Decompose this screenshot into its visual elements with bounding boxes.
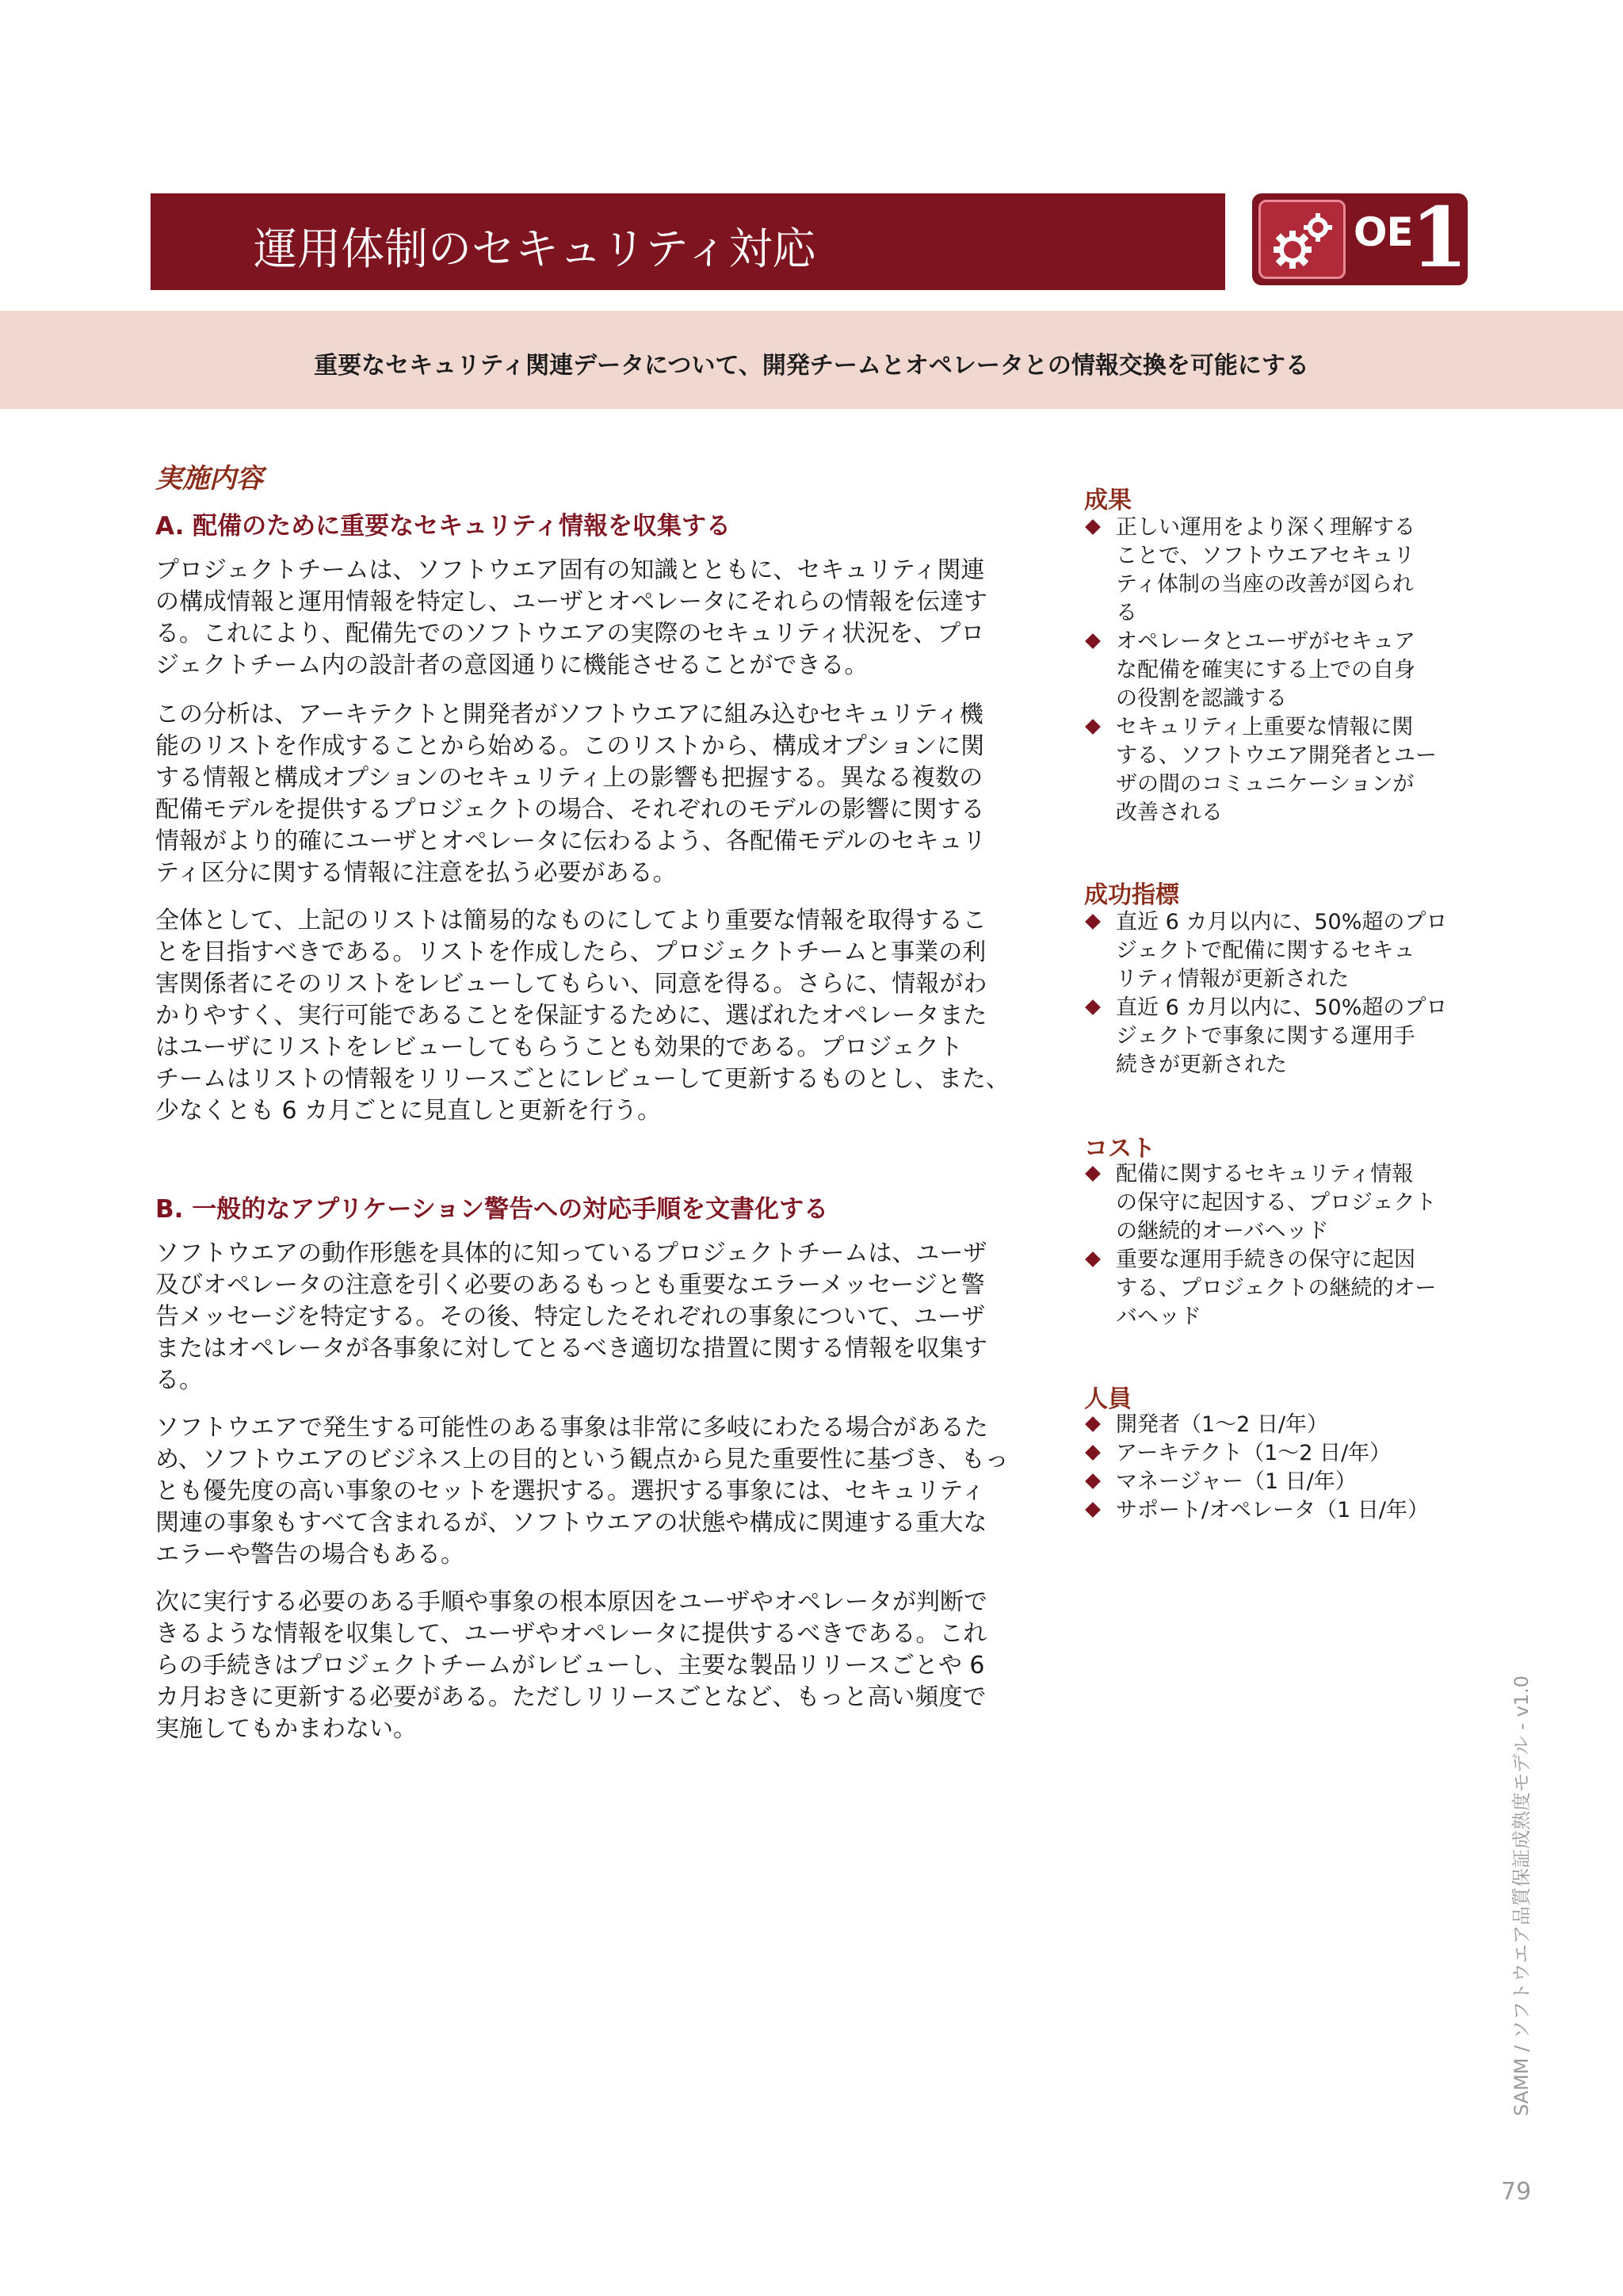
objective-text: 重要なセキュリティ関連データについて、開発チームとオペレータとの情報交換を可能にする xyxy=(314,352,1309,380)
list-item: マネージャー（1 日/年） xyxy=(1084,1468,1449,1496)
list-item: 直近 6 カ月以内に、50%超のプロ ジェクトで配備に関するセキュ リティ情報が更新された xyxy=(1084,908,1449,994)
diamond-bullet-icon xyxy=(1085,633,1101,649)
list-item: 正しい運用をより深く理解する ことで、ソフトウエアセキュリ ティ体制の当座の改善が図られ る xyxy=(1084,514,1449,628)
list-item: セキュリティ上重要な情報に関 する、ソフトウエア開発者とユー ザの間のコミュニケーションが 改善される xyxy=(1084,713,1449,827)
activity-b-paragraph-1: ソフトウエアの動作形態を具体的に知っているプロジェクトチームは、ユーザ 及びオペレータの注意を引く必要のあるもっとも重要なエラーメッセージと警 告メッセージを特定する。その後、特定したそれぞれの事象について、ユーザ またはオペレータが各事象に対してとるべき適切な措置に関する情報を収集す る。 xyxy=(155,1240,987,1394)
list-item: 直近 6 カ月以内に、50%超のプロ ジェクトで事象に関する運用手 続きが更新された xyxy=(1084,994,1449,1079)
list-item: サポート/オペレータ（1 日/年） xyxy=(1084,1496,1449,1525)
diamond-bullet-icon xyxy=(1085,914,1101,930)
diamond-bullet-icon xyxy=(1085,1445,1101,1461)
list-item: アーキテクト（1〜2 日/年） xyxy=(1084,1439,1449,1468)
metrics-heading: 成功指標 xyxy=(1084,881,1179,909)
page-number: 79 xyxy=(1501,2178,1532,2206)
results-list xyxy=(1084,514,1449,827)
costs-heading: コスト xyxy=(1084,1135,1155,1163)
activity-a-paragraph-1: プロジェクトチームは、ソフトウエア固有の知識とともに、セキュリティ関連 の構成情報と運用情報を特定し、ユーザとオペレータにそれらの情報を伝達す る。これにより、配備先でのソフトウエアの実際のセキュリティ状況を、プロ ジェクトチーム内の設計者の意図通りに機能させることができる。 xyxy=(155,556,987,679)
metrics-list xyxy=(1084,908,1449,1079)
activity-b-heading: B. 一般的なアプリケーション警告への対応手順を文書化する xyxy=(155,1195,829,1224)
badge-level: 1 xyxy=(1411,189,1468,286)
diamond-bullet-icon xyxy=(1085,1166,1101,1182)
personnel-heading: 人員 xyxy=(1084,1385,1132,1413)
diamond-bullet-icon xyxy=(1085,999,1101,1015)
diamond-bullet-icon xyxy=(1085,719,1101,735)
activity-a-heading: A. 配備のために重要なセキュリティ情報を収集する xyxy=(155,512,731,541)
page-title: 運用体制のセキュリティ対応 xyxy=(254,223,816,274)
list-item: 開発者（1〜2 日/年） xyxy=(1084,1411,1449,1439)
running-title: SAMM / ソフトウエア品質保証成熟度モデル - v1.0 xyxy=(1510,1675,1533,2116)
diamond-bullet-icon xyxy=(1085,519,1101,535)
personnel-list xyxy=(1084,1411,1449,1525)
activity-b-paragraph-3: 次に実行する必要のある手順や事象の根本原因をユーザやオペレータが判断で きるような情報を収集して、ユーザやオペレータに提供するべきである。これ らの手続きはプロジェクトチームがレビューし、主要な製品リリースごとや 6 カ月おきに更新する必要がある。ただしリリースごとなど、もっと高い頻度で 実施してもかまわない。 xyxy=(155,1588,987,1743)
activity-a-paragraph-3: 全体として、上記のリストは簡易的なものにしてより重要な情報を取得するこ とを目指すべきである。リストを作成したら、プロジェクトチームと事業の利 害関係者にそのリストをレビューしてもらい、同意を得る。さらに、情報がわ かりやすく、実行可能であることを保証するために、選ばれたオペレータまた はユーザにリストをレビューしてもらうことも効果的である。プロジェクト チームはリストの情報をリリースごとにレビューして更新するものとし、また、 少なくとも 6 カ月ごとに見直しと更新を行う。 xyxy=(155,907,1010,1125)
section-heading: 実施内容 xyxy=(155,463,263,495)
costs-list xyxy=(1084,1160,1449,1331)
list-item: オペレータとユーザがセキュア な配備を確実にする上での自身 の役割を認識する xyxy=(1084,628,1449,713)
diamond-bullet-icon xyxy=(1085,1416,1101,1432)
gears-icon xyxy=(1258,200,1346,279)
diamond-bullet-icon xyxy=(1085,1473,1101,1489)
practice-badge xyxy=(1252,189,1468,286)
results-heading: 成果 xyxy=(1084,487,1132,514)
activity-a-paragraph-2: この分析は、アーキテクトと開発者がソフトウエアに組み込むセキュリティ機 能のリストを作成することから始める。このリストから、構成オプションに関 する情報と構成オプションのセキュリティ上の影響も把握する。異なる複数の 配備モデルを提供するプロジェクトの場合、それぞれのモデルの影響に関する 情報がより的確にユーザとオペレータに伝わるよう、各配備モデルのセキュリ ティ区分に関する情報に注意を払う必要がある。 xyxy=(155,701,987,887)
list-item: 配備に関するセキュリティ情報 の保守に起因する、プロジェクト の継続的オーバヘッド xyxy=(1084,1160,1449,1246)
activity-b-paragraph-2: ソフトウエアで発生する可能性のある事象は非常に多岐にわたる場合があるた め、ソフトウエアのビジネス上の目的という観点から見た重要性に基づき、もっ とも優先度の高い事象のセットを選択する。選択する事象には、セキュリティ 関連の事象もすべて含まれるが、ソフトウエアの状態や構成に関連する重大な エラーや警告の場合もある。 xyxy=(155,1414,1009,1568)
diamond-bullet-icon xyxy=(1085,1251,1101,1267)
list-item: 重要な運用手続きの保守に起因 する、プロジェクトの継続的オー バヘッド xyxy=(1084,1246,1449,1331)
diamond-bullet-icon xyxy=(1085,1502,1101,1518)
badge-code: OE xyxy=(1354,209,1413,255)
